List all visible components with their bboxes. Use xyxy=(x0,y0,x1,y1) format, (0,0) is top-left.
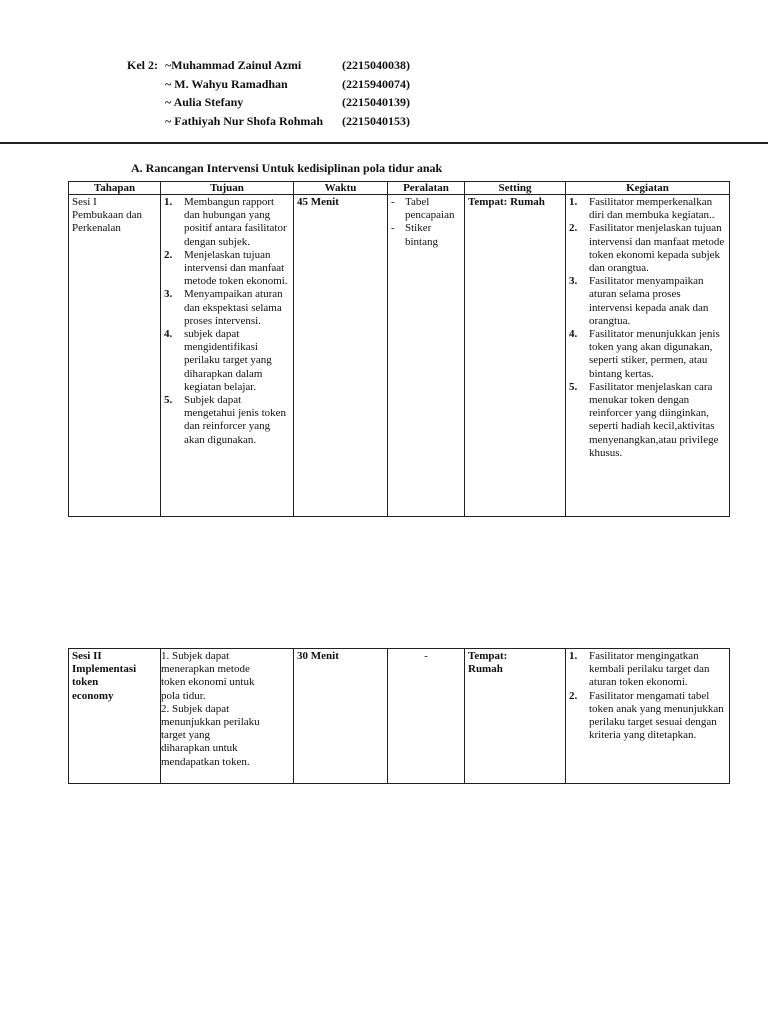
item-number: 1. xyxy=(569,650,578,662)
list-item xyxy=(569,196,726,222)
item-number: 1. xyxy=(164,196,173,208)
item-text: Fasilitator mengamati tabel token anak yang menunjukkan perilaku target sesuai dengan kriteria yang ditetapkan. xyxy=(589,689,724,742)
intervention-table xyxy=(68,181,730,517)
header-peralatan: Peralatan xyxy=(388,182,465,195)
item-text: Menyampaikan aturan dan ekspektasi selama proses intervensi. xyxy=(184,288,283,327)
item-text: Tabel pencapaian xyxy=(405,196,455,222)
list-item xyxy=(569,328,726,381)
header-tujuan: Tujuan xyxy=(161,182,294,195)
item-number: 4. xyxy=(164,328,173,341)
kegiatan-list xyxy=(569,196,726,460)
cell-setting: Tempat: Rumah xyxy=(465,649,566,784)
member-id: (2215040038) xyxy=(342,58,410,72)
list-item xyxy=(569,650,726,690)
section-title: A. Rancangan Intervensi Untuk kedisiplinan pola tidur anak xyxy=(131,161,443,175)
table-row xyxy=(69,195,730,517)
item-dash: - xyxy=(391,196,395,208)
header-kegiatan: Kegiatan xyxy=(566,182,730,195)
cell-tahapan: Sesi II Implementasi token economy xyxy=(69,649,161,784)
list-item xyxy=(391,222,461,248)
header-waktu: Waktu xyxy=(294,182,388,195)
item-number: 5. xyxy=(164,394,173,407)
item-number: 3. xyxy=(164,288,173,301)
cell-tujuan xyxy=(161,195,294,517)
item-text: Fasilitator menjelaskan tujuan intervensi dan manfaat metode token ekonomi kepada subjek dan orangtua. xyxy=(589,222,725,275)
item-text: Subjek dapat mengetahui jenis token dan reinforcer yang akan digunakan. xyxy=(184,394,287,446)
intervention-table-continued xyxy=(68,648,730,784)
member-name: ~ M. Wahyu Ramadhan xyxy=(165,76,288,91)
member-name: ~ Aulia Stefany xyxy=(165,95,244,109)
list-item xyxy=(164,196,290,249)
item-text: Membangun rapport dan hubungan yang positif antara fasilitator dengan subjek. xyxy=(184,196,287,248)
member-id: (2215040139) xyxy=(342,95,410,109)
member-id: (2215040153) xyxy=(342,113,410,128)
item-number: 4. xyxy=(569,328,578,341)
list-item xyxy=(164,249,290,289)
list-item xyxy=(569,690,726,743)
header-tahapan: Tahapan xyxy=(69,182,161,195)
item-number: 3. xyxy=(569,275,578,288)
table-row xyxy=(69,649,730,784)
item-number: 2. xyxy=(569,689,578,702)
item-number: 2. xyxy=(569,222,578,235)
item-text: Fasilitator mengingatkan kembali perilaku target dan aturan token ekonomi. xyxy=(589,650,710,689)
cell-peralatan xyxy=(388,195,465,517)
cell-kegiatan xyxy=(566,195,730,517)
list-item xyxy=(569,222,726,275)
cell-waktu: 45 Menit xyxy=(294,195,388,517)
member-name: ~Muhammad Zainul Azmi xyxy=(165,58,302,72)
item-text: Fasilitator memperkenalkan diri dan membuka kegiatan.. xyxy=(589,196,715,222)
list-item xyxy=(164,328,290,394)
cell-setting: Tempat: Rumah xyxy=(465,195,566,517)
item-text: Fasilitator menjelaskan cara menukar token dengan reinforcer yang diinginkan, seperti hadiah kecil,aktivitas menyenangkan,atau privilege khusus. xyxy=(589,380,719,459)
kegiatan-list xyxy=(569,650,726,742)
item-text: Fasilitator menyampaikan aturan selama proses intervensi kepada anak dan orangtua. xyxy=(589,275,709,327)
cell-tahapan: Sesi I Pembukaan dan Perkenalan xyxy=(69,195,161,517)
table-header-row xyxy=(69,182,730,195)
tujuan-list xyxy=(164,196,290,447)
item-number: 2. xyxy=(164,248,173,261)
member-id: (2215940074) xyxy=(342,76,410,91)
peralatan-list xyxy=(391,196,461,249)
list-item xyxy=(391,196,461,222)
group-label: Kel 2: xyxy=(127,58,158,72)
item-number: 1. xyxy=(569,196,578,208)
header-setting: Setting xyxy=(465,182,566,195)
list-item xyxy=(164,288,290,328)
cell-tujuan: 1. Subjek dapat menerapkan metode token ekonomi untuk pola tidur. 2. Subjek dapat menunjukkan perilaku target yang diharapkan untuk mendapatkan token. xyxy=(161,649,294,784)
horizontal-divider xyxy=(0,142,768,144)
member-name: ~ Fathiyah Nur Shofa Rohmah xyxy=(165,113,324,128)
cell-waktu: 30 Menit xyxy=(294,649,388,784)
cell-peralatan: - xyxy=(388,649,465,784)
item-number: 5. xyxy=(569,380,578,393)
item-text: subjek dapat mengidentifikasi perilaku target yang diharapkan dalam kegiatan belajar. xyxy=(184,328,272,393)
cell-kegiatan xyxy=(566,649,730,784)
list-item xyxy=(569,275,726,328)
item-dash: - xyxy=(391,222,395,235)
list-item xyxy=(164,394,290,447)
item-text: Menjelaskan tujuan intervensi dan manfaat metode token ekonomi. xyxy=(184,248,288,288)
list-item xyxy=(569,381,726,460)
item-text: Stiker bintang xyxy=(405,222,438,248)
item-text: Fasilitator menunjukkan jenis token yang akan digunakan, seperti stiker, permen, atau bintang kertas. xyxy=(589,328,720,380)
